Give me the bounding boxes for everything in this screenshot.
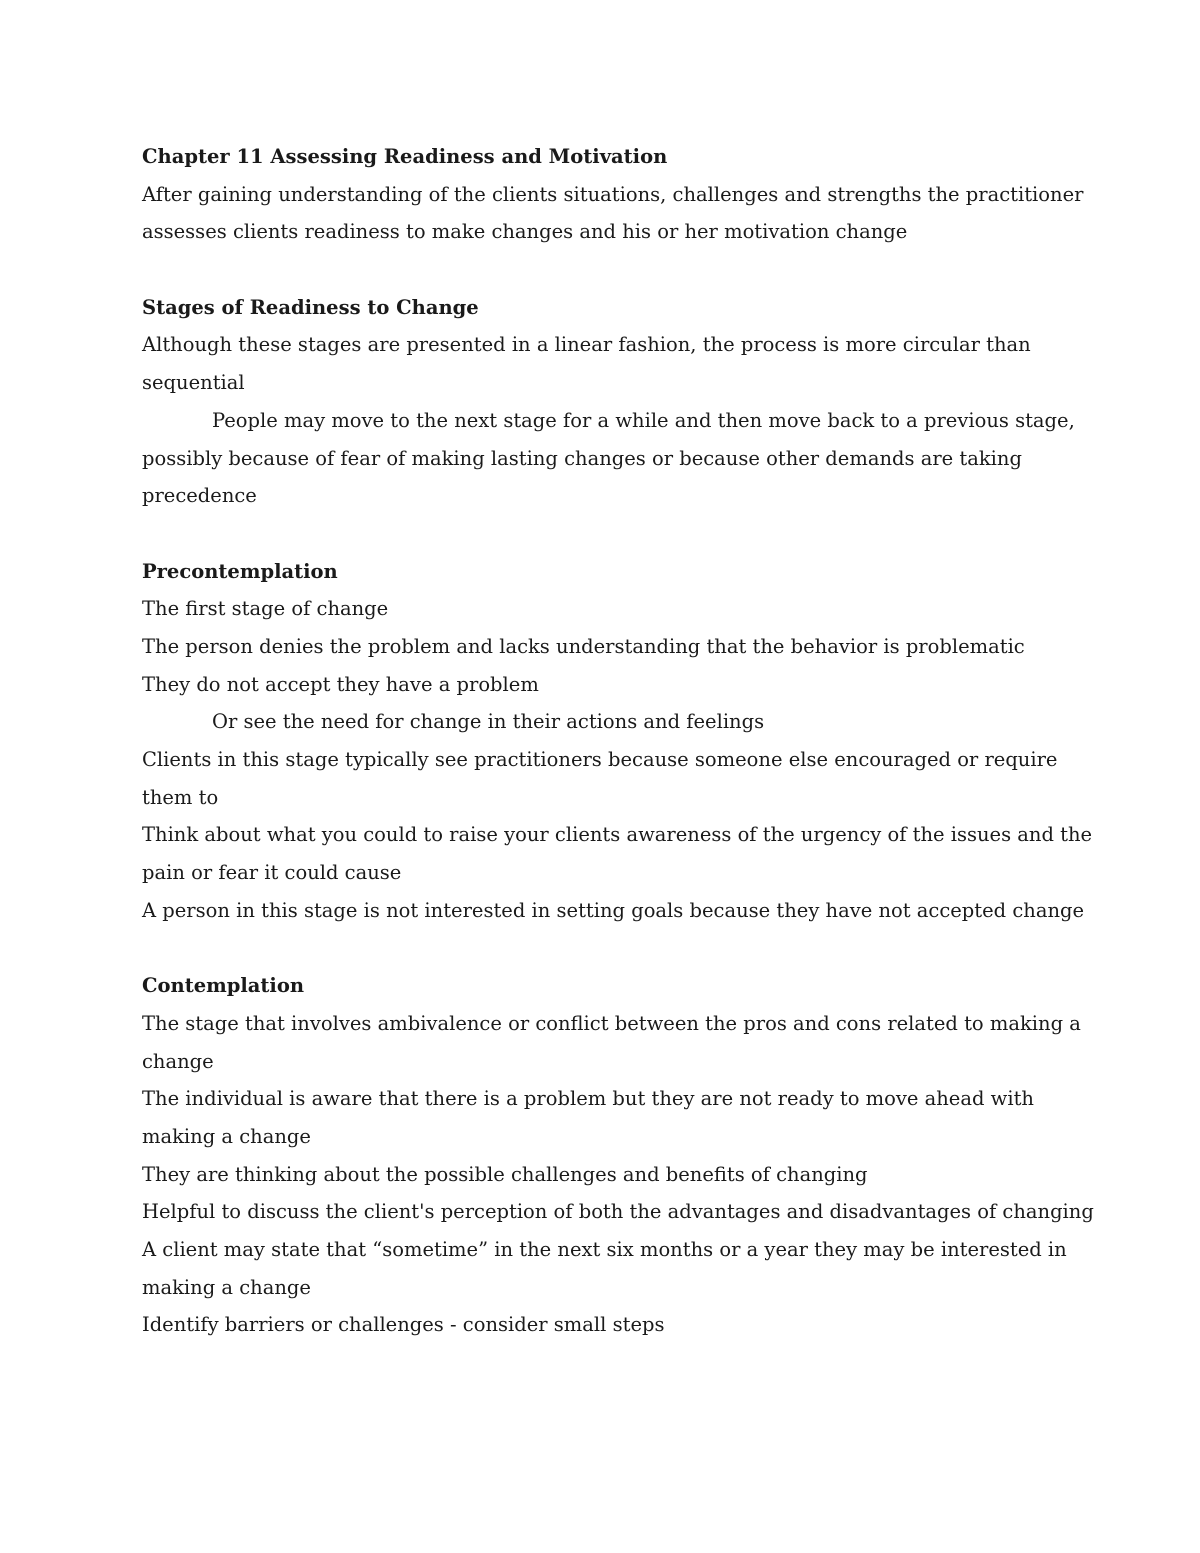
paragraph-spacer [142,251,1072,289]
contemplation-line: change [142,1049,214,1073]
chapter-title: Chapter 11 Assessing Readiness and Motivation [142,145,668,168]
section-heading-contemplation: Contemplation [142,974,305,998]
stages-line: possibly because of fear of making lasting changes or because other demands are taking [142,446,1022,470]
contemplation-line: The stage that involves ambivalence or conflict between the pros and cons related to making a [142,1011,1081,1035]
precontemplation-line: A person in this stage is not interested in setting goals because they have not accepted change [142,898,1085,922]
contemplation-line: making a change [142,1275,311,1299]
precontemplation-line: They do not accept they have a problem [142,672,539,696]
contemplation-line: making a change [142,1124,311,1148]
paragraph-spacer [142,929,1072,967]
intro-line: After gaining understanding of the clients situations, challenges and strengths the practitioner [142,182,1084,206]
contemplation-line: A client may state that “sometime” in the next six months or a year they may be interested in [142,1237,1067,1261]
intro-line: assesses clients readiness to make changes and his or her motivation change [142,220,908,244]
stages-line: precedence [142,484,257,508]
paragraph-spacer [142,515,1072,553]
document-body [142,138,1094,1344]
section-heading-precontemplation: Precontemplation [142,559,338,583]
precontemplation-line: Clients in this stage typically see practitioners because someone else encouraged or require [142,748,1058,771]
contemplation-line: The individual is aware that there is a problem but they are not ready to move ahead with [142,1087,1034,1111]
stages-line: sequential [142,371,245,395]
precontemplation-line: Or see the need for change in their actions and feelings [212,710,765,734]
section-heading-stages: Stages of Readiness to Change [142,295,479,319]
precontemplation-line: them to [142,785,219,809]
precontemplation-line: pain or fear it could cause [142,861,402,885]
stages-line: Although these stages are presented in a linear fashion, the process is more circular than [142,333,1031,357]
precontemplation-line: Think about what you could to raise your clients awareness of the urgency of the issues and the [142,823,1093,847]
stages-line: People may move to the next stage for a while and then move back to a previous stage, [212,408,1075,432]
contemplation-line: Identify barriers or challenges - consider small steps [142,1313,665,1337]
contemplation-line: Helpful to discuss the client's perception of both the advantages and disadvantages of changing [142,1200,1094,1224]
precontemplation-line: The first stage of change [142,597,389,621]
precontemplation-line: The person denies the problem and lacks understanding that the behavior is problematic [142,634,1025,658]
contemplation-line: They are thinking about the possible challenges and benefits of changing [142,1162,868,1186]
